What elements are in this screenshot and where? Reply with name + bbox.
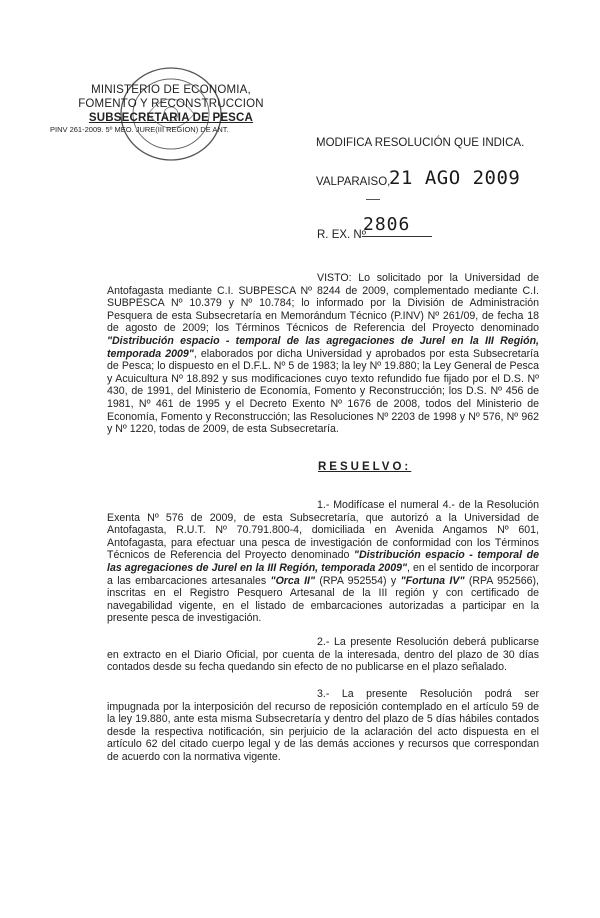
resuelvo-heading: RESUELVO: — [318, 461, 412, 473]
resolution-label: R. EX. Nº — [317, 229, 366, 241]
article-1-text-2: , en el sentido de incorporar a las embarcaciones artesanales — [107, 561, 539, 587]
article-3-text: 3.- La presente Resolución podrá ser impugnada por la interposición del recurso de reposición contemplado en el artículo 59 de la ley 19.880, ante esta misma Subsecretaría y dentro del plazo de 5 días hábiles contados desde la respectiva notificación, sin perjuicio de la aclaración del acto dispuesta en el artículo 62 del citado cuerpo legal y de las demás acciones y recursos que correspondan de acuerdo con la normativa vigente. — [107, 688, 539, 763]
article-1 — [107, 499, 539, 625]
place-label: VALPARAISO, — [316, 176, 391, 188]
file-reference: PINV 261-2009. 5º MEO. JURE(III REGION) DE ANT. — [50, 125, 229, 134]
subsecretaria-name: SUBSECRETARIA DE PESCA — [88, 112, 254, 124]
date-stamp: 21 AGO 2009 — [389, 167, 521, 189]
rex-divider — [366, 199, 380, 200]
visto-text-1: VISTO: Lo solicitado por la Universidad de Antofagasta mediante C.I. SUBPESCA Nº 8244 de 2009, complementado mediante C.I. SUBPESCA Nº 10.379 y Nº 10.784; lo informado por la División de Administración Pesquera de esta Subsecretaría en Memorándum Técnico (P.INV) Nº 261/09, de fecha 18 de agosto de 2009; los Términos Técnicos de Referencia del Proyecto denominado — [107, 272, 539, 335]
vessel-orca-ii: "Orca II" — [270, 574, 315, 587]
document-subject: MODIFICA RESOLUCIÓN QUE INDICA. — [316, 137, 525, 149]
visto-project-title: "Distribución espacio - temporal de las agregaciones de Jurel en la III Región, temporada 2009" — [107, 334, 539, 360]
resolution-underline — [362, 236, 432, 237]
visto-text-2: , elaborados por dicha Universidad y aprobados por esta Subsecretaría de Pesca; lo dispuesto en el D.F.L. Nº 5 de 1983; la ley Nº 19.880; la Ley General de Pesca y Acuicultura Nº 18.892 y sus modificaciones cuyo texto refundido fue fijado por el D.S. Nº 430, de 1991, del Ministerio de Economía, Fomento y Reconstrucción; los D.S. Nº 456 de 1981, Nº 461 de 1995 y el Decreto Exento Nº 1676 de 2008, todos del Ministerio de Economía, Fomento y Reconstrucción; las Resoluciones Nº 2203 de 1998 y Nº 576, Nº 962 y Nº 1220, todas de 2009, de esta Subsecretaría. — [107, 347, 539, 436]
ministry-header — [50, 83, 266, 135]
article-1-project-title: "Distribución espacio - temporal de las agregaciones de Jurel en la III Región, temporada 2009" — [107, 549, 539, 574]
visto-paragraph — [107, 272, 539, 436]
article-1-text-4: (RPA 952566), inscritas en el Registro Pesquero Artesanal de la III región y con certificado de navegabilidad vigente, en el listado de embarcaciones autorizadas a participar en la presente pesca de investigación. — [107, 574, 539, 625]
article-1-text-1: 1.- Modifícase el numeral 4.- de la Resolución Exenta Nº 576 de 2009, de esta Subsecretaría, que autorizó a la Universidad de Antofagasta, R.U.T. Nº 70.791.800-4, domiciliada en Avenida Angamos Nº 601, Antofagasta, para efectuar una pesca de investigación de conformidad con los Términos Técnicos de Referencia del Proyecto denominado — [107, 499, 539, 562]
article-2-text: 2.- La presente Resolución deberá publicarse en extracto en el Diario Oficial, por cuenta de la interesada, dentro del plazo de 30 días contados desde su fecha quedando sin efecto de no publicarse en el plazo señalado. — [107, 636, 539, 674]
vessel-fortuna-iv: "Fortuna IV" — [400, 574, 465, 587]
article-3 — [107, 688, 539, 764]
ministry-name: MINISTERIO DE ECONOMIA, — [91, 84, 251, 96]
resolution-number: 2806 — [363, 214, 411, 235]
ministry-subname: FOMENTO Y RECONSTRUCCION — [78, 98, 264, 110]
article-2 — [107, 636, 539, 674]
article-1-text-3: (RPA 952554) y — [315, 574, 401, 587]
